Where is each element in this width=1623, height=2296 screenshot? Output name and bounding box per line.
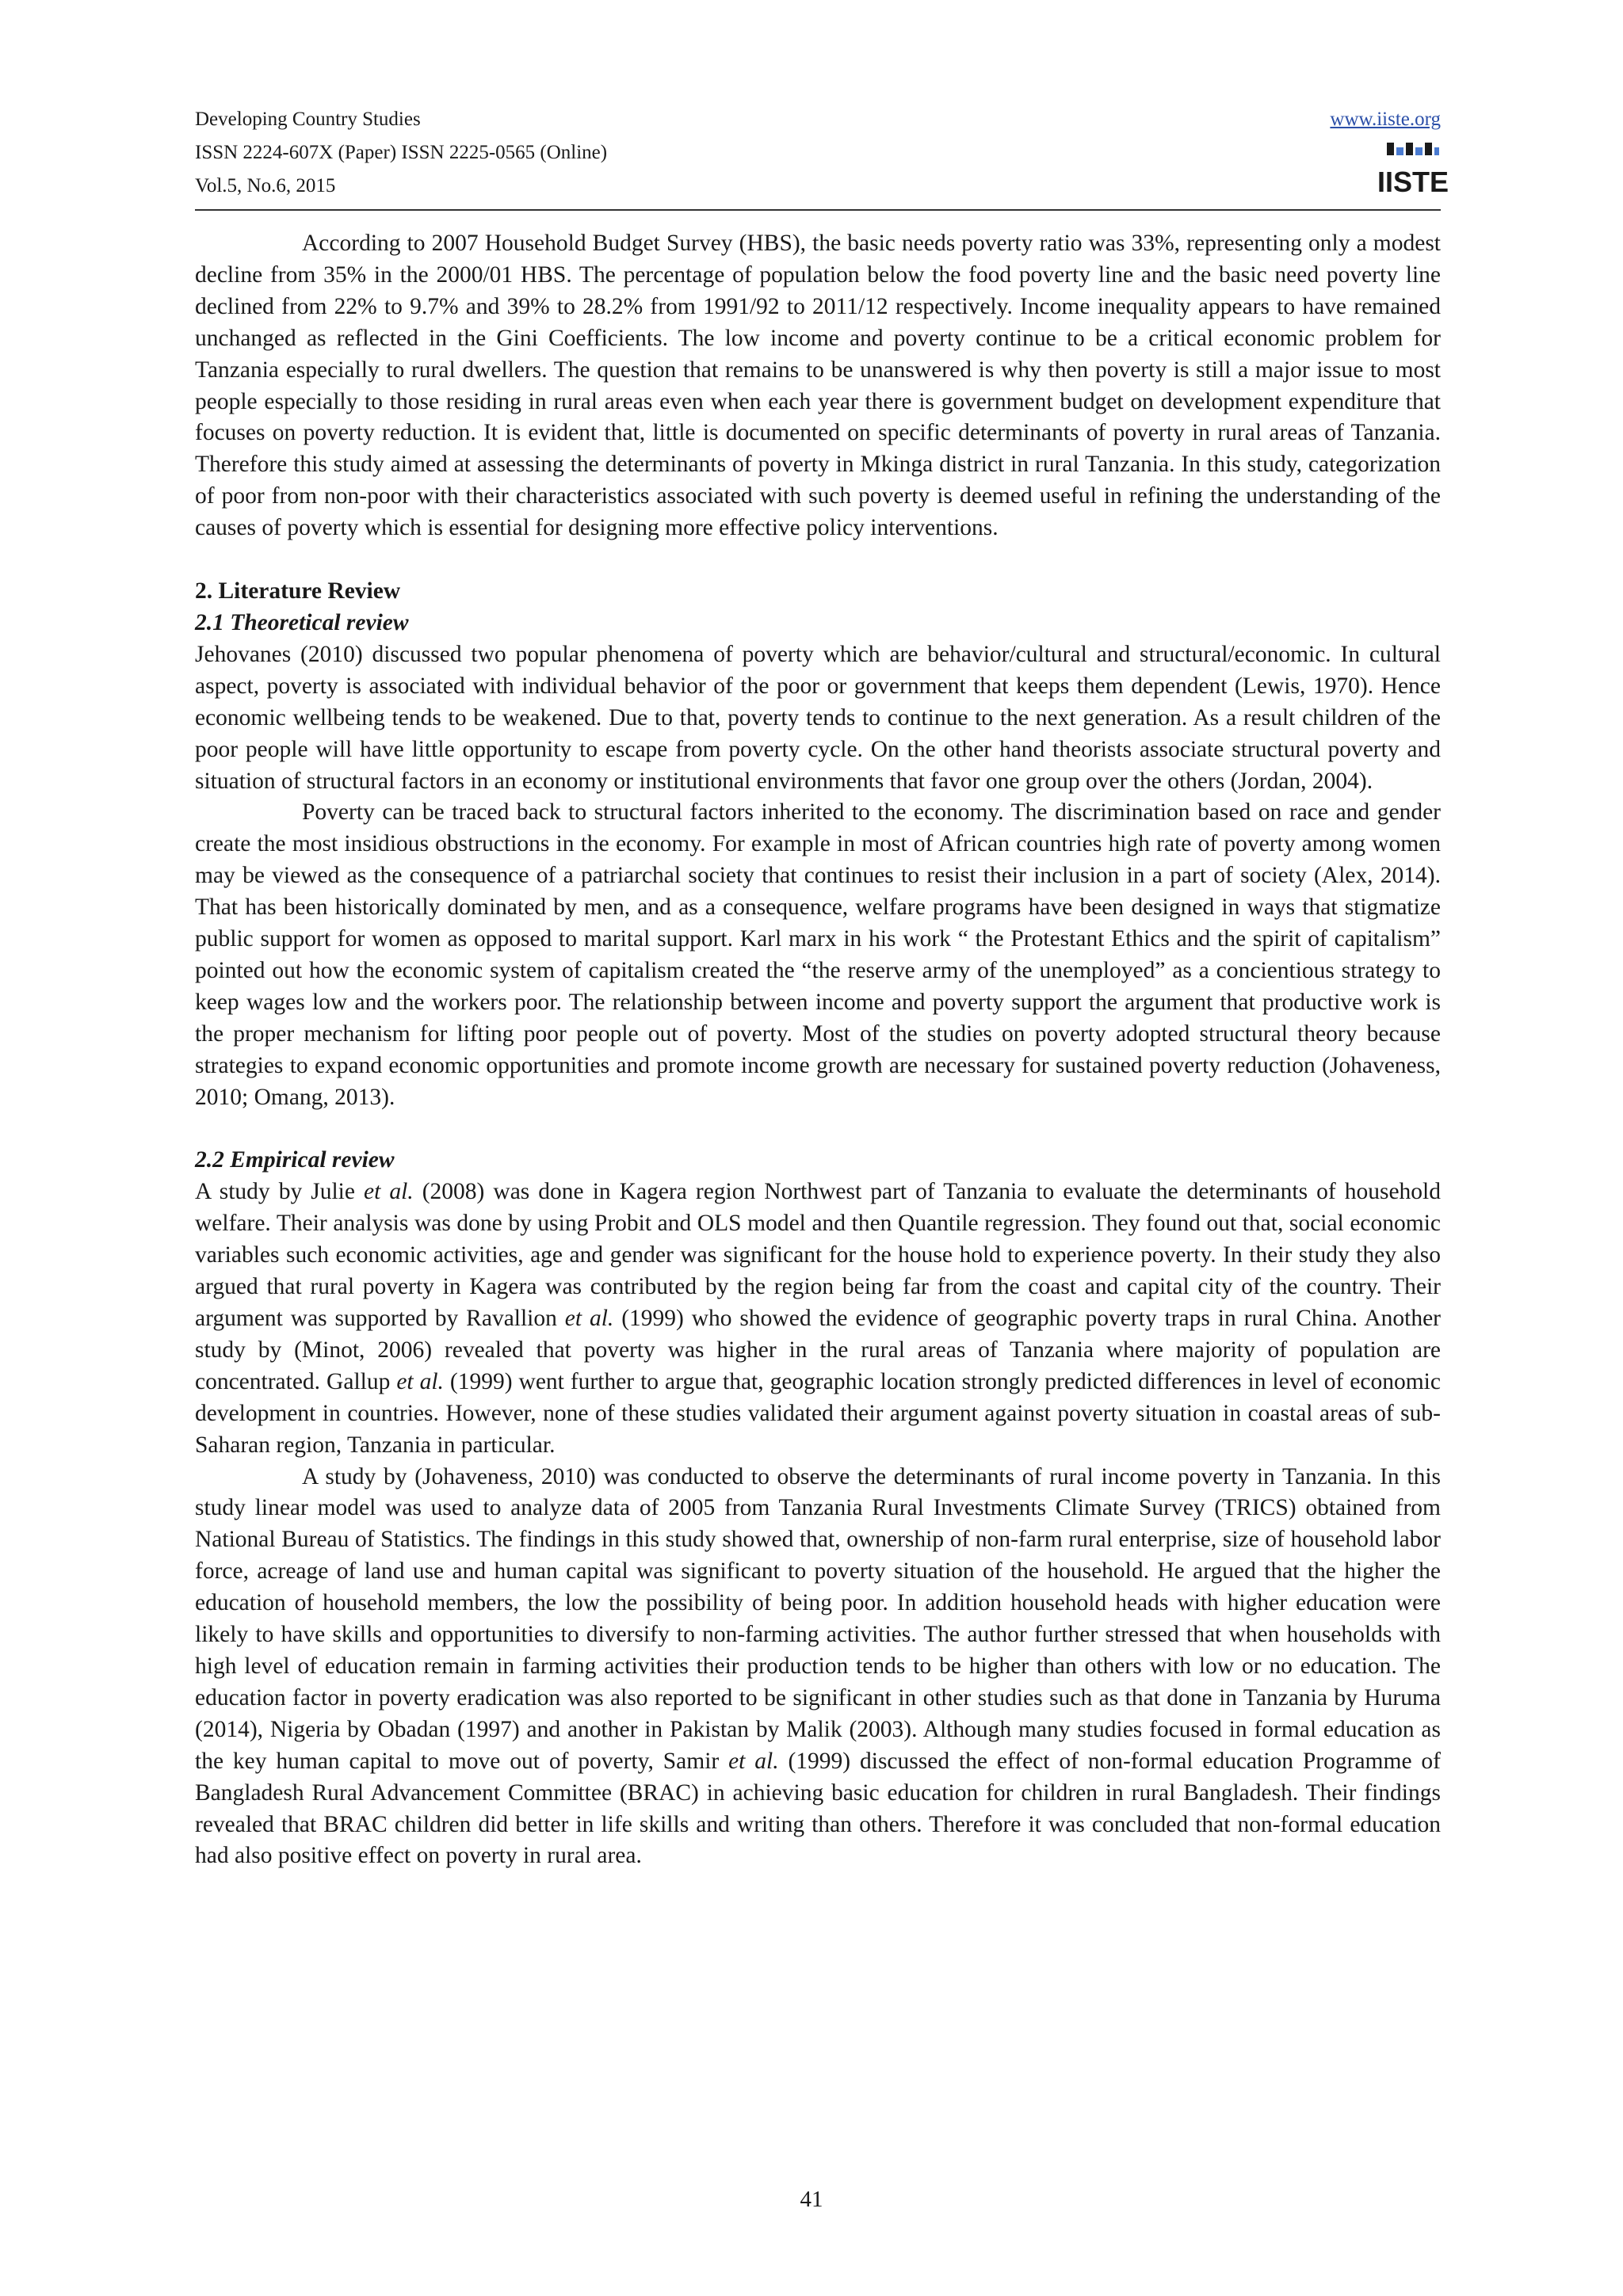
theoretical-paragraph-1: Jehovanes (2010) discussed two popular phenomena of poverty which are behavior/cultural and structural/economic. In cultural aspect, poverty is associated with individual behavior of the poor or government that keeps them dependent (Lewis, 1970). Hence economic wellbeing tends to be weakened. Due to that, poverty tends to continue to the next generation. As a result children of the poor people will have little opportunity to escape from poverty cycle. On the other hand theorists associate structural poverty and situation of structural factors in an economy or institutional environments that favor one group over the others (Jordan, 2004). bbox=[195, 641, 1441, 794]
volume-line: Vol.5, No.6, 2015 bbox=[195, 175, 336, 196]
page-number: 41 bbox=[800, 2187, 823, 2212]
intro-paragraph: According to 2007 Household Budget Survey (HBS), the basic needs poverty ratio was 33%, representing only a modest decline from 35% in the 2000/01 HBS. The percentage of population below the food poverty line and the basic need poverty line declined from 22% to 9.7% and 39% to 28.2% from 1991/92 to 2011/12 respectively. Income inequality appears to have remained unchanged as reflected in the Gini Coefficients. The low income and poverty continue to be a critical economic problem for Tanzania especially to rural dwellers. The question that remains to be unanswered is why then poverty is still a major issue to most people especially to those residing in rural areas even when each year there is government budget on development expenditure that focuses on poverty reduction. It is evident that, little is documented on specific determinants of poverty in rural areas of Tanzania. Therefore this study aimed at assessing the determinants of poverty in Mkinga district in rural Tanzania. In this study, categorization of poor from non-poor with their characteristics associated with such poverty is deemed useful in refining the understanding of the causes of poverty which is essential for designing more effective policy interventions. bbox=[195, 231, 1441, 541]
article-body bbox=[195, 228, 1441, 1872]
section-gap bbox=[195, 544, 1441, 576]
issn-line: ISSN 2224-607X (Paper) ISSN 2225-0565 (Online) bbox=[195, 142, 608, 163]
subsection-heading-theoretical: 2.1 Theoretical review bbox=[195, 609, 409, 635]
empirical-paragraph-1: A study by Julie et al. (2008) was done in Kagera region Northwest part of Tanzania to evaluate the determinants of household welfare. Their analysis was done by using Probit and OLS model and then Quantile regression. They found out that, social economic variables such economic activities, age and gender was significant for the house hold to experience poverty. In their study they also argued that rural poverty in Kagera was contributed by the region being far from the coast and capital city of the country. Their argument was supported by Ravallion et al. (1999) who showed the evidence of geographic poverty traps in rural China. Another study by (Minot, 2006) revealed that poverty was higher in the rural areas of Tanzania where majority of population are concentrated. Gallup et al. (1999) went further to argue that, geographic location strongly predicted differences in level of economic development in countries. However, none of these studies validated their argument against poverty situation in coastal areas of sub-Saharan region, Tanzania in particular. bbox=[195, 1179, 1441, 1458]
journal-website-link[interactable]: www.iiste.org bbox=[1330, 109, 1441, 130]
journal-name: Developing Country Studies bbox=[195, 109, 421, 130]
theoretical-paragraph-2: Poverty can be traced back to structural factors inherited to the economy. The discrimination based on race and gender create the most insidious obstructions in the economy. For example in most of African countries high rate of poverty among women may be viewed as the consequence of a patriarchal society that continues to resist their inclusion in a part of society (Alex, 2014). That has been historically dominated by men, and as a consequence, welfare programs have been designed in ways that stigmatize public support for women as opposed to marital support. Karl marx in his work “ the Protestant Ethics and the spirit of capitalism” pointed out how the economic system of capitalism created the “the reserve army of the unemployed” as a concientious strategy to keep wages low and the workers poor. The relationship between income and poverty support the argument that productive work is the proper mechanism for lifting poor people out of poverty. Most of the studies on poverty adopted structural theory because strategies to expand economic opportunities and promote income growth are necessary for sustained poverty reduction (Johaveness, 2010; Omang, 2013). bbox=[195, 799, 1441, 1110]
section-heading-literature-review: 2. Literature Review bbox=[195, 578, 401, 605]
iiste-logo-icon bbox=[1377, 141, 1449, 198]
header-divider bbox=[195, 209, 1441, 211]
page-header bbox=[195, 103, 1449, 206]
logo-lettering: IISTE bbox=[1377, 166, 1449, 198]
empirical-paragraph-2: A study by (Johaveness, 2010) was conducted to observe the determinants of rural income poverty in Tanzania. In this study linear model was used to analyze data of 2005 from Tanzania Rural Investments Climate Survey (TRICS) obtained from National Bureau of Statistics. The findings in this study showed that, ownership of non-farm rural enterprise, size of household labor force, acreage of land use and human capital was significant to poverty situation of the household. He argued that the higher the education of household members, the low the possibility of being poor. In addition household heads with higher education were likely to have skills and opportunities to diversify to non-farming activities. The author further stressed that when households with high level of education remain in farming activities their production tends to be higher than others with low or no education. The education factor in poverty eradication was also reported to be significant in other studies such as that done in Tanzania by Huruma (2014), Nigeria by Obadan (1997) and another in Pakistan by Malik (2003). Although many studies focused in formal education as the key human capital to move out of poverty, Samir et al. (1999) discussed the effect of non-formal education Programme of Bangladesh Rural Advancement Committee (BRAC) in achieving basic education for children in rural Bangladesh. Their findings revealed that BRAC children did better in life skills and writing than others. Therefore it was concluded that non-formal education had also positive effect on poverty in rural area. bbox=[195, 1463, 1441, 1869]
section-gap bbox=[195, 1113, 1441, 1145]
subsection-heading-empirical: 2.2 Empirical review bbox=[195, 1147, 395, 1173]
